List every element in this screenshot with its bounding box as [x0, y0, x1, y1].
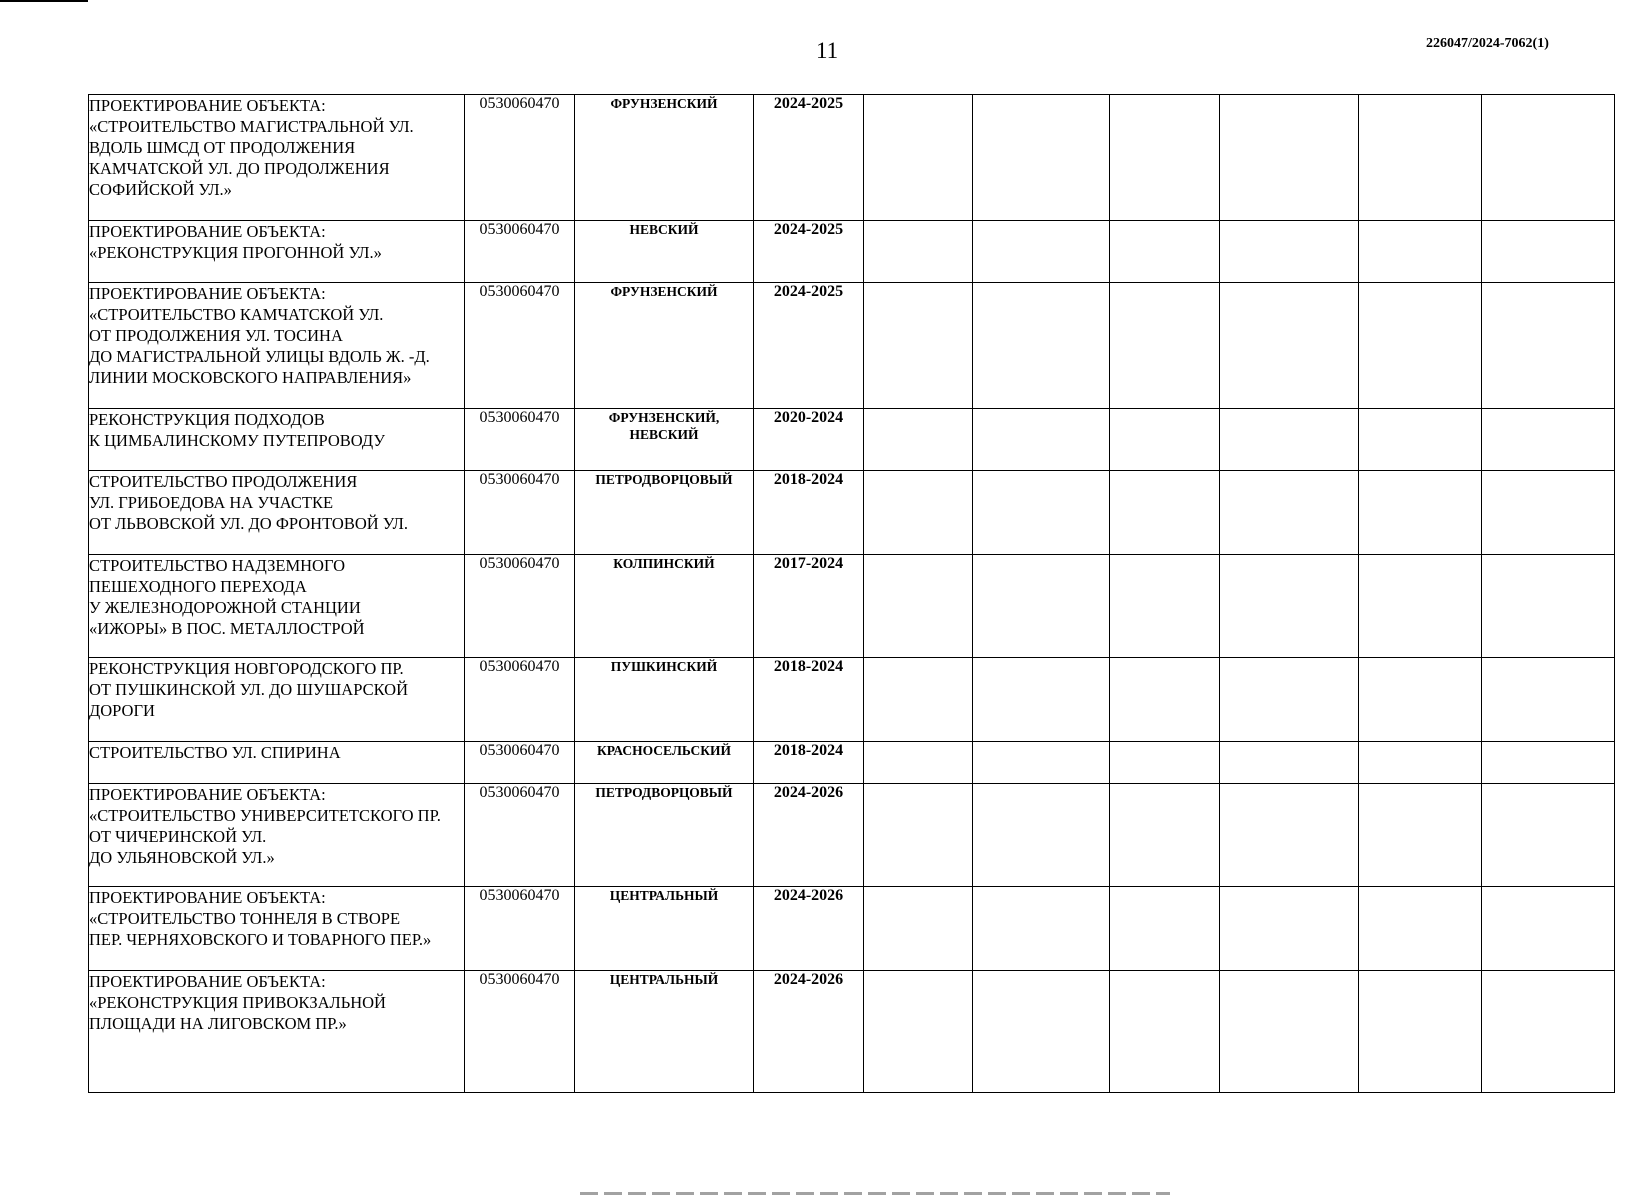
object-name-line: СТРОИТЕЛЬСТВО УЛ. СПИРИНА [89, 743, 341, 762]
district-cell [575, 555, 754, 658]
table-row [89, 555, 1615, 658]
empty-value-cell [864, 221, 973, 283]
top-rule [0, 0, 88, 2]
budget-code-cell: 0530060470 [465, 742, 575, 784]
table-row [89, 658, 1615, 742]
district-line: НЕВСКИЙ [629, 427, 699, 442]
empty-value-cell [864, 555, 973, 658]
period-cell: 2024-2025 [754, 283, 864, 409]
object-name-line: УЛ. ГРИБОЕДОВА НА УЧАСТКЕ [89, 493, 334, 512]
empty-value-cell [1220, 283, 1359, 409]
empty-value-cell [1482, 887, 1615, 971]
object-name-cell [89, 283, 465, 409]
district-cell [575, 221, 754, 283]
page-number: 11 [816, 38, 839, 63]
object-name-cell [89, 95, 465, 221]
empty-value-cell [973, 742, 1110, 784]
period-cell: 2024-2026 [754, 887, 864, 971]
empty-value-cell [1359, 409, 1482, 471]
object-name-line: ОТ ЛЬВОВСКОЙ УЛ. ДО ФРОНТОВОЙ УЛ. [89, 514, 408, 533]
object-name-cell [89, 658, 465, 742]
empty-value-cell [973, 283, 1110, 409]
object-name-line: ДО МАГИСТРАЛЬНОЙ УЛИЦЫ ВДОЛЬ Ж. -Д. [89, 347, 430, 366]
object-name-line: ПЛОЩАДИ НА ЛИГОВСКОМ ПР.» [89, 1014, 347, 1033]
empty-value-cell [1359, 221, 1482, 283]
empty-value-cell [1482, 971, 1615, 1093]
empty-value-cell [864, 95, 973, 221]
empty-value-cell [973, 409, 1110, 471]
district-line: ФРУНЗЕНСКИЙ [610, 96, 718, 111]
empty-value-cell [1482, 221, 1615, 283]
empty-value-cell [1220, 221, 1359, 283]
table-row [89, 221, 1615, 283]
empty-value-cell [1482, 658, 1615, 742]
object-name-line: РЕКОНСТРУКЦИЯ НОВГОРОДСКОГО ПР. [89, 659, 404, 678]
empty-value-cell [864, 784, 973, 887]
empty-value-cell [1220, 658, 1359, 742]
empty-value-cell [1110, 658, 1220, 742]
empty-value-cell [1359, 784, 1482, 887]
object-name-line: ПЕР. ЧЕРНЯХОВСКОГО И ТОВАРНОГО ПЕР.» [89, 930, 432, 949]
object-name-line: ПРОЕКТИРОВАНИЕ ОБЪЕКТА: [89, 888, 326, 907]
empty-value-cell [864, 471, 973, 555]
table-row [89, 971, 1615, 1093]
empty-value-cell [1482, 555, 1615, 658]
empty-value-cell [1110, 221, 1220, 283]
district-cell [575, 283, 754, 409]
empty-value-cell [973, 555, 1110, 658]
period-cell: 2018-2024 [754, 742, 864, 784]
object-name-line: «РЕКОНСТРУКЦИЯ ПРИВОКЗАЛЬНОЙ [89, 993, 386, 1012]
empty-value-cell [864, 658, 973, 742]
empty-value-cell [1482, 409, 1615, 471]
budget-code-cell: 0530060470 [465, 887, 575, 971]
empty-value-cell [1220, 784, 1359, 887]
empty-value-cell [864, 971, 973, 1093]
object-name-line: ОТ ПРОДОЛЖЕНИЯ УЛ. ТОСИНА [89, 326, 343, 345]
district-line: ПЕТРОДВОРЦОВЫЙ [595, 785, 733, 800]
object-name-line: ПРОЕКТИРОВАНИЕ ОБЪЕКТА: [89, 785, 326, 804]
object-name-line: ДО УЛЬЯНОВСКОЙ УЛ.» [89, 848, 275, 867]
empty-value-cell [973, 784, 1110, 887]
empty-value-cell [1482, 95, 1615, 221]
object-name-line: «РЕКОНСТРУКЦИЯ ПРОГОННОЙ УЛ.» [89, 243, 382, 262]
district-line: КОЛПИНСКИЙ [613, 556, 715, 571]
period-cell: 2018-2024 [754, 658, 864, 742]
empty-value-cell [1110, 971, 1220, 1093]
object-name-line: ОТ ЧИЧЕРИНСКОЙ УЛ. [89, 827, 267, 846]
district-cell [575, 409, 754, 471]
district-cell [575, 658, 754, 742]
empty-value-cell [1110, 887, 1220, 971]
district-line: ФРУНЗЕНСКИЙ [610, 284, 718, 299]
object-name-line: СОФИЙСКОЙ УЛ.» [89, 180, 232, 199]
projects-table [88, 94, 1615, 1093]
object-name-line: «СТРОИТЕЛЬСТВО МАГИСТРАЛЬНОЙ УЛ. [89, 117, 414, 136]
empty-value-cell [1359, 971, 1482, 1093]
district-cell [575, 887, 754, 971]
empty-value-cell [973, 971, 1110, 1093]
empty-value-cell [1110, 283, 1220, 409]
empty-value-cell [1220, 95, 1359, 221]
empty-value-cell [1220, 887, 1359, 971]
empty-value-cell [973, 887, 1110, 971]
empty-value-cell [1220, 409, 1359, 471]
empty-value-cell [973, 221, 1110, 283]
empty-value-cell [973, 471, 1110, 555]
empty-value-cell [1220, 471, 1359, 555]
empty-value-cell [864, 742, 973, 784]
table-row [89, 283, 1615, 409]
object-name-line: ВДОЛЬ ШМСД ОТ ПРОДОЛЖЕНИЯ [89, 138, 356, 157]
budget-code-cell: 0530060470 [465, 784, 575, 887]
district-cell [575, 471, 754, 555]
object-name-cell [89, 971, 465, 1093]
budget-code-cell: 0530060470 [465, 221, 575, 283]
budget-code-cell: 0530060470 [465, 555, 575, 658]
object-name-line: «ИЖОРЫ» В ПОС. МЕТАЛЛОСТРОЙ [89, 619, 365, 638]
object-name-line: ПРОЕКТИРОВАНИЕ ОБЪЕКТА: [89, 284, 326, 303]
object-name-line: ДОРОГИ [89, 701, 155, 720]
empty-value-cell [1359, 283, 1482, 409]
object-name-cell [89, 221, 465, 283]
empty-value-cell [864, 283, 973, 409]
budget-code-cell: 0530060470 [465, 658, 575, 742]
table-row [89, 742, 1615, 784]
empty-value-cell [1359, 471, 1482, 555]
object-name-line: ЛИНИИ МОСКОВСКОГО НАПРАВЛЕНИЯ» [89, 368, 412, 387]
budget-code-cell: 0530060470 [465, 95, 575, 221]
empty-value-cell [1359, 658, 1482, 742]
district-line: НЕВСКИЙ [629, 222, 699, 237]
table-row [89, 409, 1615, 471]
period-cell: 2024-2026 [754, 784, 864, 887]
object-name-cell [89, 742, 465, 784]
object-name-line: СТРОИТЕЛЬСТВО ПРОДОЛЖЕНИЯ [89, 472, 358, 491]
budget-code-cell: 0530060470 [465, 471, 575, 555]
empty-value-cell [1482, 471, 1615, 555]
object-name-line: «СТРОИТЕЛЬСТВО ТОННЕЛЯ В СТВОРЕ [89, 909, 401, 928]
table-row [89, 784, 1615, 887]
period-cell: 2018-2024 [754, 471, 864, 555]
empty-value-cell [1359, 887, 1482, 971]
object-name-cell [89, 887, 465, 971]
district-line: ПЕТРОДВОРЦОВЫЙ [595, 472, 733, 487]
budget-code-cell: 0530060470 [465, 283, 575, 409]
period-cell: 2024-2025 [754, 221, 864, 283]
district-cell [575, 742, 754, 784]
district-line: ФРУНЗЕНСКИЙ, [608, 410, 720, 425]
object-name-cell [89, 784, 465, 887]
object-name-line: «СТРОИТЕЛЬСТВО УНИВЕРСИТЕТСКОГО ПР. [89, 806, 441, 825]
empty-value-cell [1110, 742, 1220, 784]
scan-artifact [580, 1192, 1170, 1195]
table-row [89, 471, 1615, 555]
period-cell: 2024-2026 [754, 971, 864, 1093]
period-cell: 2017-2024 [754, 555, 864, 658]
empty-value-cell [1110, 409, 1220, 471]
period-cell: 2020-2024 [754, 409, 864, 471]
object-name-line: «СТРОИТЕЛЬСТВО КАМЧАТСКОЙ УЛ. [89, 305, 384, 324]
empty-value-cell [1359, 555, 1482, 658]
object-name-line: ПЕШЕХОДНОГО ПЕРЕХОДА [89, 577, 307, 596]
district-cell [575, 971, 754, 1093]
district-line: ПУШКИНСКИЙ [610, 659, 718, 674]
object-name-line: У ЖЕЛЕЗНОДОРОЖНОЙ СТАНЦИИ [89, 598, 361, 617]
empty-value-cell [973, 658, 1110, 742]
empty-value-cell [1110, 555, 1220, 658]
object-name-line: РЕКОНСТРУКЦИЯ ПОДХОДОВ [89, 410, 325, 429]
empty-value-cell [1110, 95, 1220, 221]
object-name-cell [89, 409, 465, 471]
district-line: КРАСНОСЕЛЬСКИЙ [596, 743, 732, 758]
empty-value-cell [1110, 471, 1220, 555]
district-line: ЦЕНТРАЛЬНЫЙ [609, 888, 719, 903]
object-name-line: ПРОЕКТИРОВАНИЕ ОБЪЕКТА: [89, 96, 326, 115]
empty-value-cell [1482, 283, 1615, 409]
object-name-cell [89, 471, 465, 555]
table-row [89, 887, 1615, 971]
empty-value-cell [1110, 784, 1220, 887]
empty-value-cell [1359, 742, 1482, 784]
empty-value-cell [1359, 95, 1482, 221]
empty-value-cell [973, 95, 1110, 221]
object-name-line: СТРОИТЕЛЬСТВО НАДЗЕМНОГО [89, 556, 346, 575]
district-line: ЦЕНТРАЛЬНЫЙ [609, 972, 719, 987]
empty-value-cell [1220, 742, 1359, 784]
empty-value-cell [1220, 971, 1359, 1093]
budget-code-cell: 0530060470 [465, 971, 575, 1093]
empty-value-cell [864, 409, 973, 471]
empty-value-cell [1482, 742, 1615, 784]
empty-value-cell [864, 887, 973, 971]
district-cell [575, 95, 754, 221]
object-name-line: ПРОЕКТИРОВАНИЕ ОБЪЕКТА: [89, 222, 326, 241]
empty-value-cell [1220, 555, 1359, 658]
period-cell: 2024-2025 [754, 95, 864, 221]
object-name-line: ПРОЕКТИРОВАНИЕ ОБЪЕКТА: [89, 972, 326, 991]
table-body [89, 95, 1615, 1093]
object-name-line: К ЦИМБАЛИНСКОМУ ПУТЕПРОВОДУ [89, 431, 386, 450]
object-name-line: ОТ ПУШКИНСКОЙ УЛ. ДО ШУШАРСКОЙ [89, 680, 409, 699]
object-name-cell [89, 555, 465, 658]
table-row [89, 95, 1615, 221]
budget-code-cell: 0530060470 [465, 409, 575, 471]
object-name-line: КАМЧАТСКОЙ УЛ. ДО ПРОДОЛЖЕНИЯ [89, 159, 390, 178]
empty-value-cell [1482, 784, 1615, 887]
district-cell [575, 784, 754, 887]
document-code: 226047/2024-7062(1) [1426, 36, 1549, 51]
